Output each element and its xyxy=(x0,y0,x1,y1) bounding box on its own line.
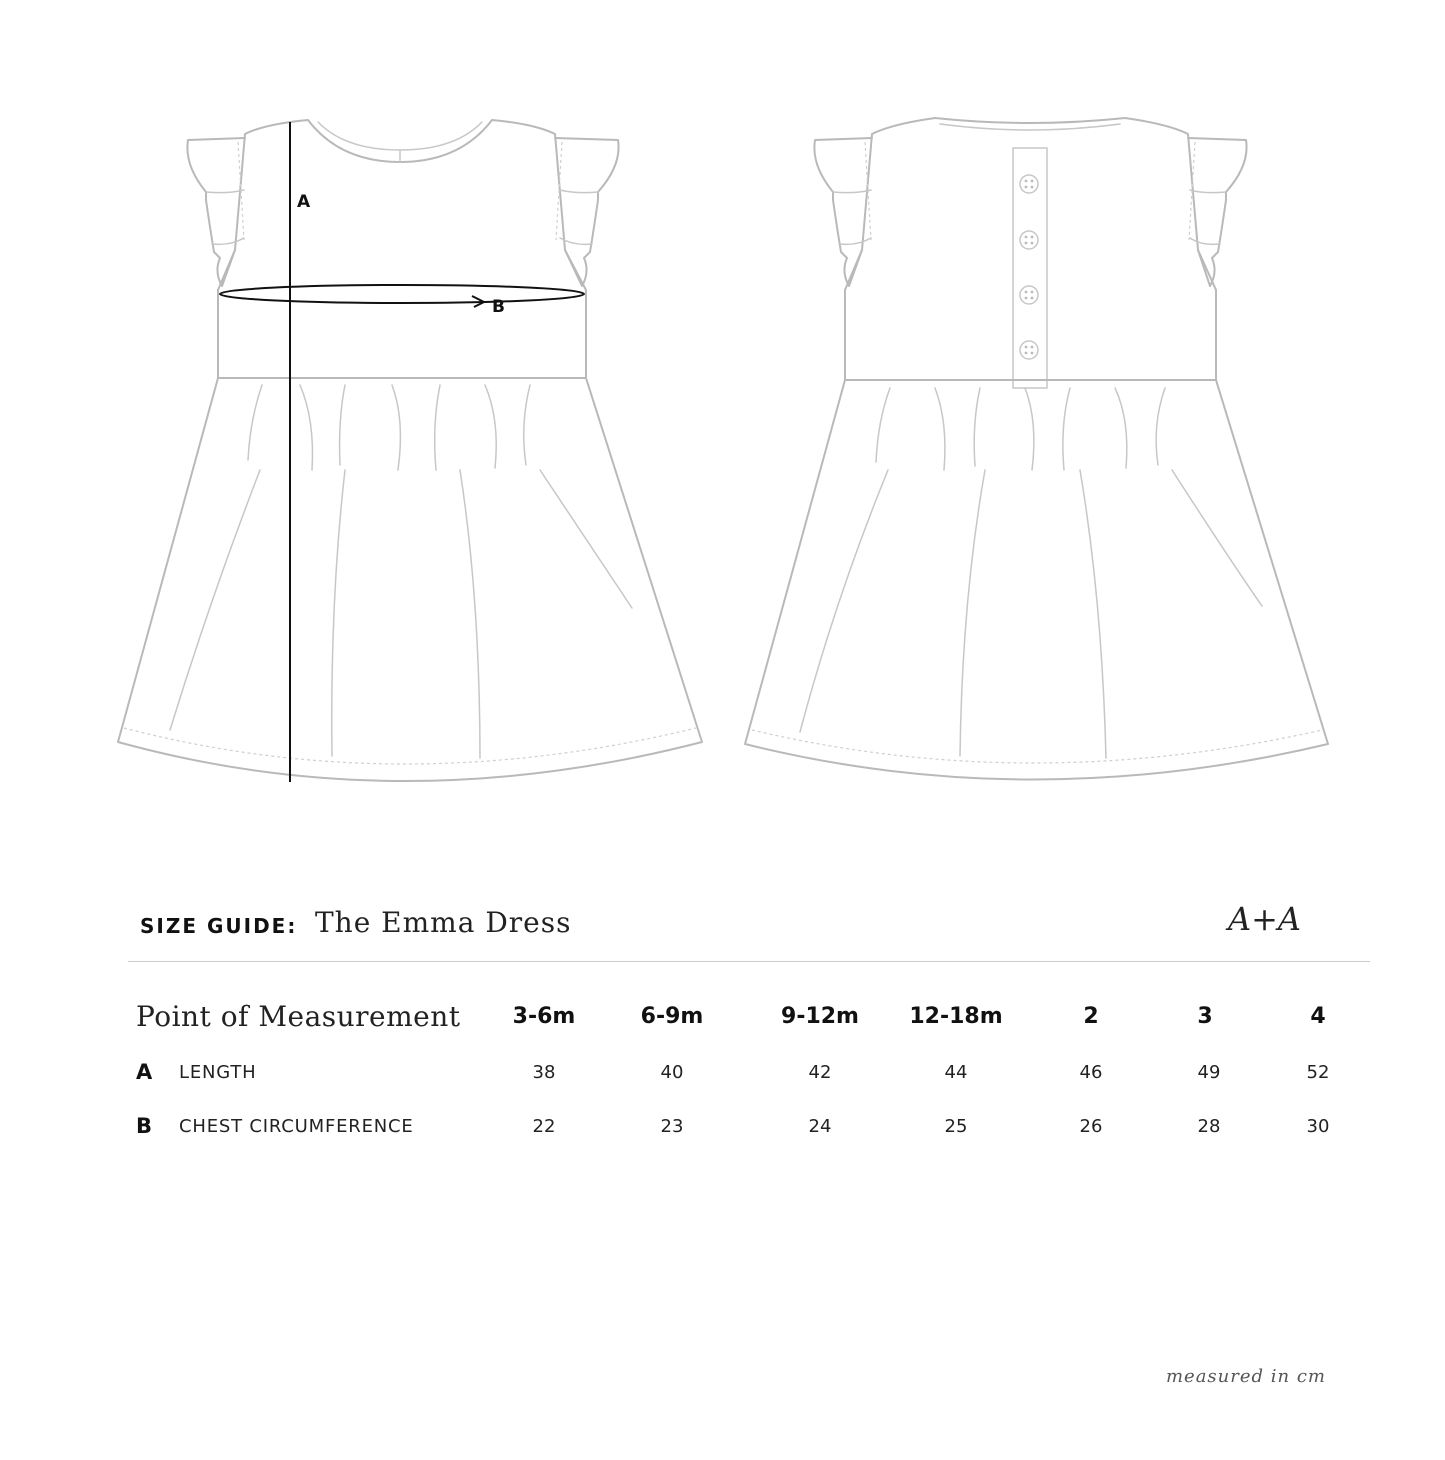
button-icon xyxy=(1020,231,1038,249)
size-header: 3 xyxy=(1197,1004,1213,1029)
dress-back-view xyxy=(745,118,1328,780)
table-cell: 49 xyxy=(1197,1062,1221,1083)
table-cell: 22 xyxy=(532,1116,556,1137)
row-name: CHEST CIRCUMFERENCE xyxy=(179,1116,414,1137)
brand-logo: A+A xyxy=(1228,900,1302,938)
button-icon xyxy=(1020,286,1038,304)
product-name: The Emma Dress xyxy=(315,906,572,939)
row-letter: B xyxy=(136,1114,153,1138)
table-cell: 52 xyxy=(1306,1062,1330,1083)
size-header: 4 xyxy=(1310,1004,1326,1029)
button-icon xyxy=(1020,341,1038,359)
table-cell: 30 xyxy=(1306,1116,1330,1137)
table-cell: 25 xyxy=(944,1116,968,1137)
table-cell: 26 xyxy=(1079,1116,1103,1137)
back-buttons xyxy=(1020,175,1038,359)
table-cell: 28 xyxy=(1197,1116,1221,1137)
table-cell: 24 xyxy=(808,1116,832,1137)
table-cell: 23 xyxy=(660,1116,684,1137)
measurement-line-b xyxy=(220,285,584,303)
table-cell: 38 xyxy=(532,1062,556,1083)
table-cell: 44 xyxy=(944,1062,968,1083)
measurement-label-b: B xyxy=(492,297,505,317)
table-cell: 42 xyxy=(808,1062,832,1083)
point-of-measurement-header: Point of Measurement xyxy=(136,1000,461,1033)
button-icon xyxy=(1020,175,1038,193)
size-header: 9-12m xyxy=(781,1004,859,1029)
measurement-label-a: A xyxy=(297,192,311,212)
header-divider xyxy=(128,961,1370,962)
table-cell: 40 xyxy=(660,1062,684,1083)
size-header: 3-6m xyxy=(512,1004,576,1029)
size-guide-header xyxy=(140,900,1370,948)
units-note: measured in cm xyxy=(1165,1366,1326,1387)
size-header: 6-9m xyxy=(640,1004,704,1029)
size-header: 12-18m xyxy=(909,1004,1003,1029)
size-header: 2 xyxy=(1083,1004,1099,1029)
row-name: LENGTH xyxy=(179,1062,257,1083)
row-letter: A xyxy=(136,1060,153,1084)
table-cell: 46 xyxy=(1079,1062,1103,1083)
size-guide-label: SIZE GUIDE: xyxy=(140,914,298,938)
dress-front-view xyxy=(118,120,702,781)
